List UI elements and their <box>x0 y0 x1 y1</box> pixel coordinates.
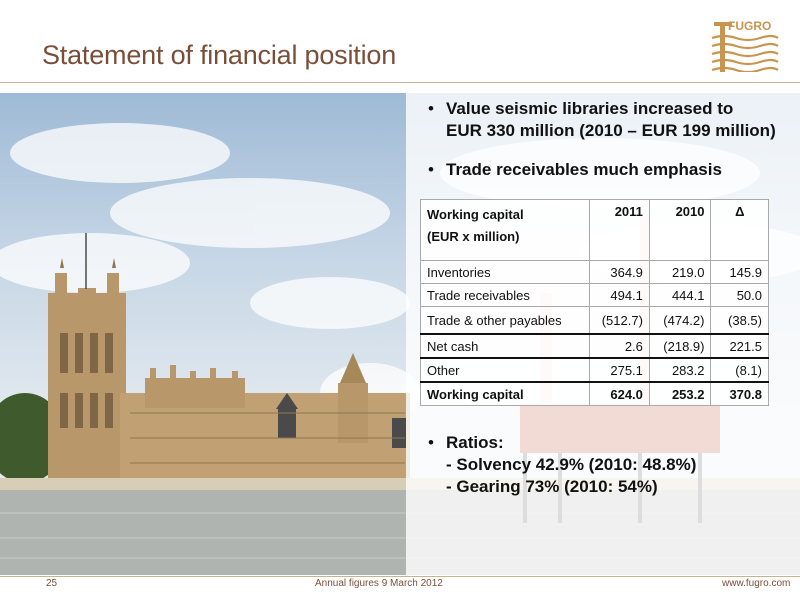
ratios-title: • Ratios: <box>428 432 798 454</box>
working-capital-table <box>420 199 769 406</box>
column-header-2011: 2011 <box>590 200 650 261</box>
column-header-delta: Δ <box>711 200 769 261</box>
bullet-text-continued: EUR 330 million (2010 – EUR 199 million) <box>446 121 776 140</box>
row-label: Net cash <box>421 334 590 358</box>
cell-2010: 253.2 <box>649 382 711 406</box>
cell-delta: 221.5 <box>711 334 769 358</box>
table-row <box>421 334 769 358</box>
fugro-logo <box>706 14 780 72</box>
row-label: Working capital <box>421 382 590 406</box>
bullet-text: • Trade receivables much emphasis <box>446 160 722 179</box>
title-divider <box>0 82 800 83</box>
cell-2011: (512.7) <box>590 307 650 335</box>
cell-delta: 50.0 <box>711 284 769 307</box>
ratio-gearing: - Gearing 73% (2010: 54%) <box>446 477 658 496</box>
table-row <box>421 307 769 335</box>
bullet-list <box>428 98 798 181</box>
cell-2010: (218.9) <box>649 334 711 358</box>
row-label: Other <box>421 358 590 382</box>
column-header-2010: 2010 <box>649 200 711 261</box>
cell-2010: 283.2 <box>649 358 711 382</box>
table-total-row <box>421 382 769 406</box>
ratio-solvency: - Solvency 42.9% (2010: 48.8%) <box>446 455 697 474</box>
row-label: Trade & other payables <box>421 307 590 335</box>
footer-caption: Annual figures 9 March 2012 <box>315 578 443 589</box>
cell-2010: 444.1 <box>649 284 711 307</box>
table-row <box>421 358 769 382</box>
cell-2011: 494.1 <box>590 284 650 307</box>
footer-url[interactable]: www.fugro.com <box>722 578 791 589</box>
page-number: 25 <box>46 578 58 589</box>
cell-2010: (474.2) <box>649 307 711 335</box>
cell-delta: (8.1) <box>711 358 769 382</box>
table-header-row <box>421 200 769 261</box>
bullet-text: • Value seismic libraries increased to <box>446 99 734 118</box>
cell-delta: 145.9 <box>711 261 769 284</box>
footer-divider <box>0 576 800 577</box>
row-label: Trade receivables <box>421 284 590 307</box>
cell-2011: 275.1 <box>590 358 650 382</box>
bullet-item <box>428 98 798 142</box>
cell-2010: 219.0 <box>649 261 711 284</box>
ratios-block <box>428 432 798 498</box>
cell-2011: 624.0 <box>590 382 650 406</box>
table-header-label <box>421 200 590 261</box>
cell-2011: 2.6 <box>590 334 650 358</box>
table-row <box>421 261 769 284</box>
logo-text: FUGRO <box>728 19 772 33</box>
header-label-line: Working capital <box>427 207 524 222</box>
row-label: Inventories <box>421 261 590 284</box>
cell-2011: 364.9 <box>590 261 650 284</box>
table-row <box>421 284 769 307</box>
slide-title: Statement of financial position <box>42 40 397 70</box>
bullet-item <box>428 159 798 181</box>
header-label-line: (EUR x million) <box>427 229 520 244</box>
cell-delta: 370.8 <box>711 382 769 406</box>
cell-delta: (38.5) <box>711 307 769 335</box>
